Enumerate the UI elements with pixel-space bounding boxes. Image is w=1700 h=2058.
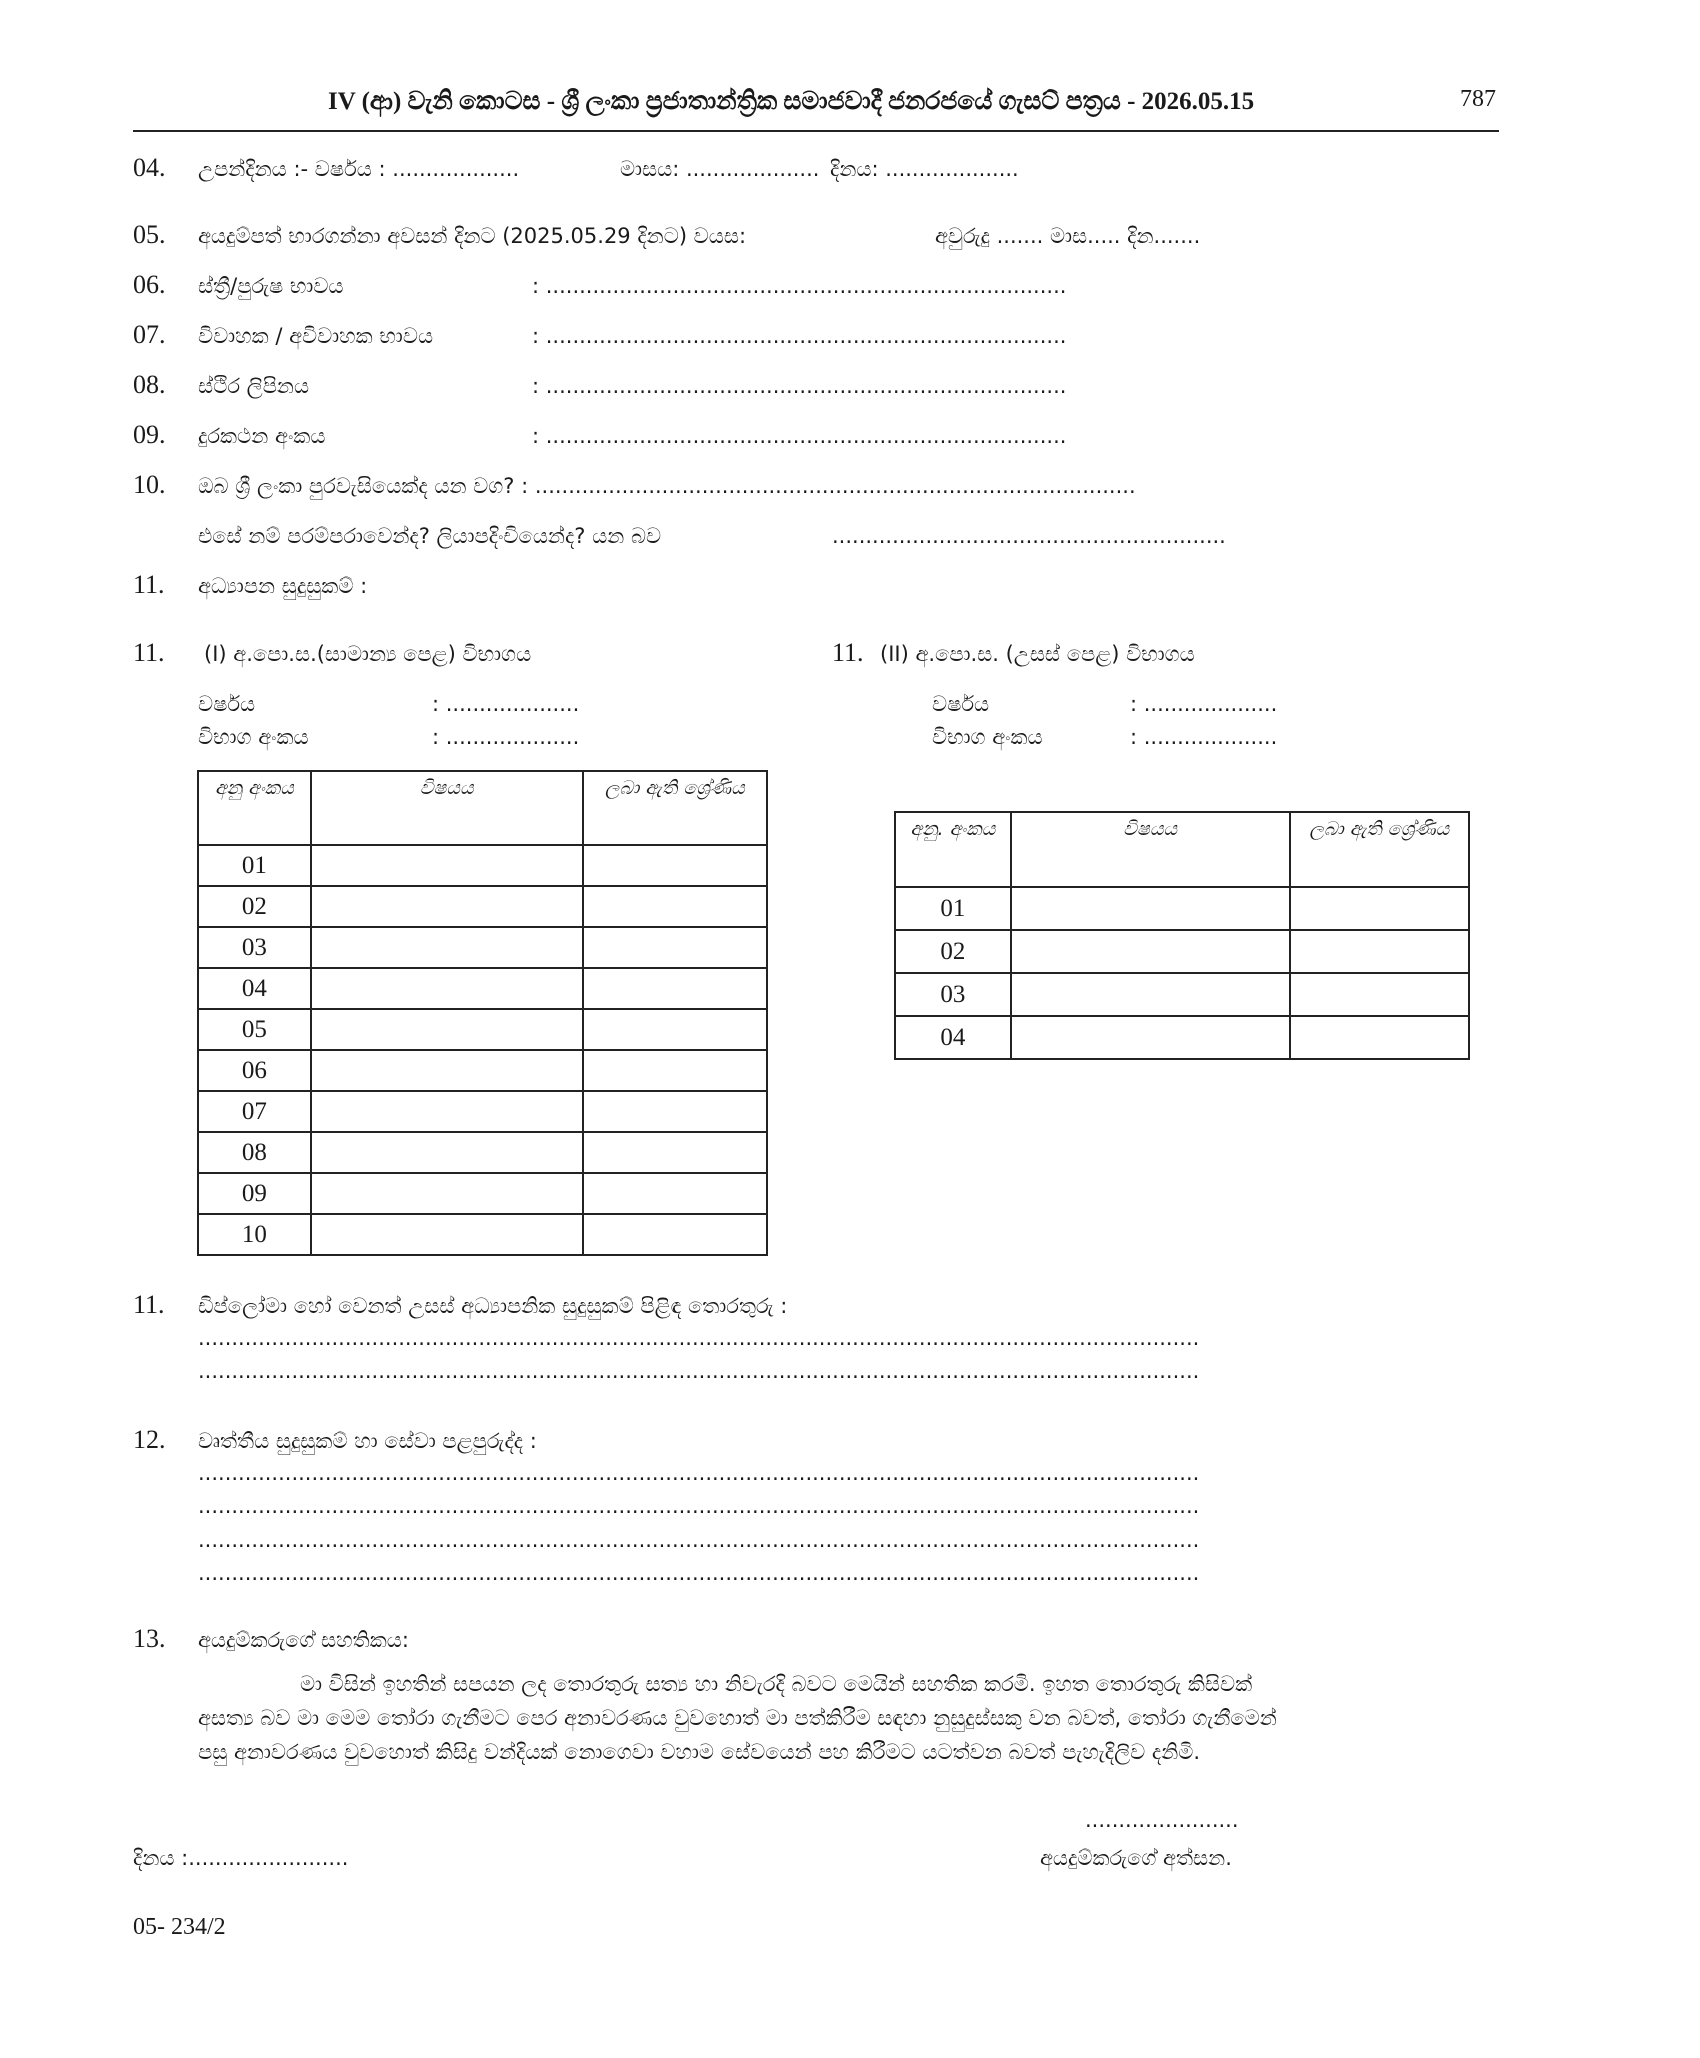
subject-cell[interactable] (1011, 973, 1290, 1016)
ol-year-value: : .................... (432, 692, 580, 716)
table-row (895, 930, 1469, 973)
item-05-number: 05. (133, 220, 166, 249)
row-number: 03 (895, 973, 1011, 1016)
table-row (895, 973, 1469, 1016)
subject-cell[interactable] (311, 927, 583, 968)
diploma-number: 11. (133, 1290, 165, 1319)
al-year-value: : .................... (1130, 692, 1278, 716)
grade-cell[interactable] (1290, 973, 1469, 1016)
experience-line-4[interactable]: ...................................................................................................................................................... (198, 1561, 1200, 1585)
table-row (198, 1173, 767, 1214)
page-number: 787 (1460, 86, 1496, 112)
table-row (198, 1009, 767, 1050)
row-number: 09 (198, 1173, 311, 1214)
item-06-label: ස්ත්‍රී/පුරුෂ භාවය (198, 274, 344, 298)
table-header-row (895, 812, 1469, 887)
item-04-birth-day: දිනය: .................... (830, 157, 1019, 181)
experience-line-2[interactable]: ...................................................................................................................................................... (198, 1494, 1200, 1518)
ol-index-label: විභාග අංකය (198, 725, 309, 749)
subject-cell[interactable] (311, 968, 583, 1009)
ol-year-label: වර්ෂය (198, 692, 256, 716)
table-row (198, 927, 767, 968)
al-year-label: වර්ෂය (932, 692, 990, 716)
column-header-serial: අනු. අංකය (895, 812, 1011, 887)
item-08-number: 08. (133, 370, 166, 399)
row-number: 01 (198, 845, 311, 886)
item-10-number: 10. (133, 470, 166, 499)
item-08-value: : .............................................................................. (532, 374, 1067, 398)
subject-cell[interactable] (311, 1091, 583, 1132)
al-title: (II) අ.පො.ස. (උසස් පෙළ) විභාගය (880, 642, 1195, 666)
grade-cell[interactable] (1290, 930, 1469, 973)
declaration-line-3: පසු අනාවරණය වුවහොත් කිසිදු වන්දියක් නොගෙවා වහාම සේවයෙන් පහ කිරීමට යටත්වන බවත් පැහැදිලිව දනිමි. (198, 1740, 1201, 1764)
subject-cell[interactable] (1011, 1016, 1290, 1059)
subject-cell[interactable] (311, 1009, 583, 1050)
signature-label: අයදුම්කරුගේ අත්සන. (1040, 1846, 1232, 1870)
grade-cell[interactable] (583, 1214, 767, 1255)
item-09-number: 09. (133, 420, 166, 449)
al-results-table (894, 811, 1470, 1060)
item-04-birth-month: මාසය: .................... (620, 157, 820, 181)
column-header-grade: ලබා ඇති ශ්‍රේණිය (583, 771, 767, 845)
subject-cell[interactable] (311, 1050, 583, 1091)
row-number: 10 (198, 1214, 311, 1255)
subject-cell[interactable] (311, 845, 583, 886)
grade-cell[interactable] (583, 927, 767, 968)
reference-number: 05- 234/2 (133, 1914, 226, 1940)
item-12-label: වෘත්තීය සුදුසුකම් හා සේවා පළපුරුද්ද : (198, 1429, 537, 1453)
declaration-line-2: අසත්‍ය බව මා මෙම තෝරා ගැනීමට පෙර අනාවරණය වුවහොත් මා පත්කිරීම සඳහා නුසුදුස්සකු වන බවත්, තෝරා ගැනීමෙන් (198, 1706, 1277, 1730)
diploma-line-2[interactable]: ...................................................................................................................................................... (198, 1359, 1200, 1383)
item-10-descent-label: එසේ නම් පරම්පරාවෙන්ද? ලියාපදිංචියෙන්ද? යන බව (198, 524, 662, 548)
item-08-label: ස්ථිර ලිපිනය (198, 374, 310, 398)
table-row (198, 1050, 767, 1091)
row-number: 08 (198, 1132, 311, 1173)
item-05-age-label: අයදුම්පත් භාරගන්නා අවසන් දිනට (2025.05.29 දිනට) වයස: (198, 224, 747, 248)
item-10-descent-value: ........................................................... (832, 524, 1226, 548)
item-06-number: 06. (133, 270, 166, 299)
ol-index-value: : .................... (432, 725, 580, 749)
item-05-age-value: අවුරුදු ....... මාස..... දින....... (935, 224, 1201, 248)
row-number: 04 (198, 968, 311, 1009)
grade-cell[interactable] (583, 886, 767, 927)
diploma-line-1[interactable]: ...................................................................................................................................................... (198, 1326, 1200, 1350)
gazette-header-title: IV (ආ) වැනි කොටස - ශ්‍රී ලංකා ප්‍රජාතාන්ත්‍රික සමාජවාදී ජනරජයේ ගැසට් පත්‍රය - 2026.05.15 (328, 88, 1255, 115)
row-number: 02 (198, 886, 311, 927)
row-number: 02 (895, 930, 1011, 973)
experience-line-1[interactable]: ...................................................................................................................................................... (198, 1461, 1200, 1485)
row-number: 01 (895, 887, 1011, 930)
item-07-value: : .............................................................................. (532, 324, 1067, 348)
table-row (198, 968, 767, 1009)
table-row (198, 1132, 767, 1173)
row-number: 07 (198, 1091, 311, 1132)
row-number: 04 (895, 1016, 1011, 1059)
grade-cell[interactable] (583, 1091, 767, 1132)
table-row (198, 886, 767, 927)
table-header-row (198, 771, 767, 845)
al-index-value: : .................... (1130, 725, 1278, 749)
diploma-label: ඩිප්ලෝමා හෝ වෙනත් උසස් අධ්‍යාපනික සුදුසුකම් පිළිඳ තොරතුරු : (198, 1294, 788, 1318)
subject-cell[interactable] (311, 1214, 583, 1255)
grade-cell[interactable] (583, 968, 767, 1009)
item-13-number: 13. (133, 1624, 166, 1653)
item-07-label: විවාහක / අවිවාහක භාවය (198, 324, 434, 348)
header-rule (133, 130, 1499, 132)
grade-cell[interactable] (583, 1173, 767, 1214)
subject-cell[interactable] (311, 1173, 583, 1214)
row-number: 03 (198, 927, 311, 968)
column-header-grade: ලබා ඇති ශ්‍රේණිය (1290, 812, 1469, 887)
table-row (198, 1214, 767, 1255)
subject-cell[interactable] (1011, 930, 1290, 973)
item-10-citizenship: ඔබ ශ්‍රී ලංකා පුරවැසියෙක්ද යන වග? : .......................................................................................... (198, 474, 1136, 498)
item-11-education-label: අධ්‍යාපන සුදුසුකම් : (198, 574, 368, 598)
experience-line-3[interactable]: ...................................................................................................................................................... (198, 1528, 1200, 1552)
table-row (895, 1016, 1469, 1059)
grade-cell[interactable] (583, 845, 767, 886)
item-12-number: 12. (133, 1425, 166, 1454)
al-index-label: විභාග අංකය (932, 725, 1043, 749)
column-header-subject: විෂයය (1011, 812, 1290, 887)
column-header-serial: අනු අංකය (198, 771, 311, 845)
ol-number: 11. (133, 638, 165, 667)
table-row (198, 845, 767, 886)
date-field[interactable]: දිනය :........................ (133, 1846, 349, 1870)
signature-dotted-line[interactable]: ....................... (1085, 1808, 1239, 1832)
al-number: 11. (832, 638, 864, 667)
grade-cell[interactable] (1290, 1016, 1469, 1059)
grade-cell[interactable] (1290, 887, 1469, 930)
grade-cell[interactable] (583, 1009, 767, 1050)
declaration-line-1: මා විසින් ඉහතින් සපයන ලද තොරතුරු සත්‍ය හා නිවැරදි බවට මෙයින් සහතික කරමි. ඉහත තොරතුරු කිසිවක් (300, 1672, 1253, 1696)
row-number: 06 (198, 1050, 311, 1091)
ol-title: (I) අ.පො.ස.(සාමාන්‍ය පෙළ) විභාගය (204, 642, 532, 666)
table-row (895, 887, 1469, 930)
subject-cell[interactable] (311, 886, 583, 927)
subject-cell[interactable] (1011, 887, 1290, 930)
grade-cell[interactable] (583, 1132, 767, 1173)
item-09-label: දුරකථන අංකය (198, 424, 326, 448)
item-04-birth-year: උපන්දිනය :- වර්ෂය : ................... (198, 157, 520, 181)
subject-cell[interactable] (311, 1132, 583, 1173)
item-13-label: අයදුම්කරුගේ සහතිකය: (198, 1628, 409, 1652)
item-11-number: 11. (133, 570, 165, 599)
item-09-value: : .............................................................................. (532, 424, 1067, 448)
column-header-subject: විෂයය (311, 771, 583, 845)
row-number: 05 (198, 1009, 311, 1050)
item-06-value: : .............................................................................. (532, 274, 1067, 298)
item-04-number: 04. (133, 153, 166, 182)
table-row (198, 1091, 767, 1132)
grade-cell[interactable] (583, 1050, 767, 1091)
ol-results-table (197, 770, 768, 1256)
item-07-number: 07. (133, 320, 166, 349)
